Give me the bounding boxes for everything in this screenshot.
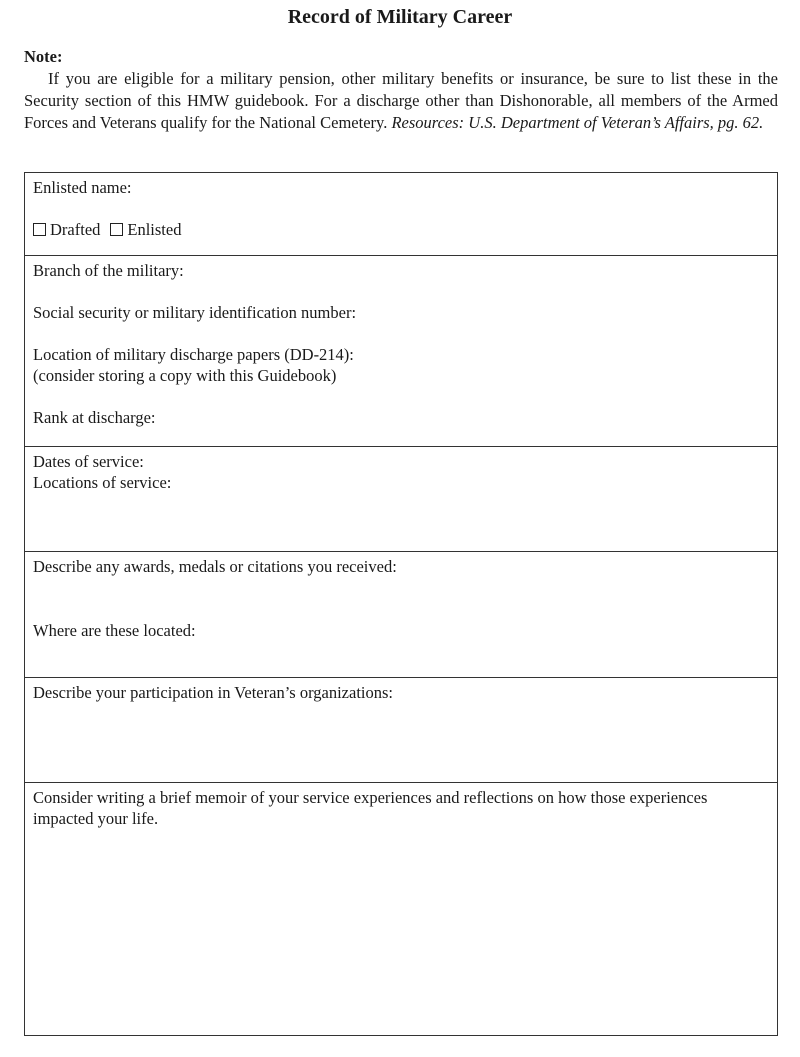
section-enlistment bbox=[25, 173, 777, 256]
drafted-checkbox[interactable] bbox=[33, 223, 46, 236]
enlisted-label: Enlisted bbox=[127, 220, 182, 239]
note-paragraph bbox=[24, 46, 778, 134]
page-title: Record of Military Career bbox=[287, 6, 513, 28]
discharge-papers-note: (consider storing a copy with this Guidebook) bbox=[33, 366, 337, 385]
section-service-dates bbox=[25, 447, 777, 552]
ssn-label: Social security or military identification number: bbox=[33, 303, 357, 322]
dates-label: Dates of service: bbox=[33, 452, 144, 471]
note-text: If you are eligible for a military pension, other military benefits or insurance, be sure to list these in the Security section of this HMW guidebook. For a discharge other than Dishonorable, all members of the Armed Forces and Veterans qualify for the National Cemetery. bbox=[24, 69, 778, 132]
enlisted-name-label: Enlisted name: bbox=[33, 178, 132, 197]
awards-label: Describe any awards, medals or citations you received: bbox=[33, 557, 397, 576]
section-organizations bbox=[25, 678, 777, 783]
section-service-details bbox=[25, 256, 777, 447]
enlisted-checkbox[interactable] bbox=[110, 223, 123, 236]
memoir-line-1: Consider writing a brief memoir of your service experiences and reflections on how those experiences bbox=[33, 788, 708, 807]
drafted-label: Drafted bbox=[50, 220, 101, 239]
locations-label: Locations of service: bbox=[33, 473, 172, 492]
awards-location-label: Where are these located: bbox=[33, 621, 196, 640]
note-label: Note: bbox=[24, 47, 63, 66]
military-career-form bbox=[24, 172, 778, 1036]
rank-label: Rank at discharge: bbox=[33, 408, 156, 427]
organizations-label: Describe your participation in Veteran’s organizations: bbox=[33, 683, 393, 702]
section-awards bbox=[25, 552, 777, 678]
branch-label: Branch of the military: bbox=[33, 261, 184, 280]
section-memoir bbox=[25, 783, 777, 1034]
note-resources: Resources: U.S. Department of Veteran’s Affairs, pg. 62. bbox=[391, 113, 764, 132]
memoir-line-2: impacted your life. bbox=[33, 809, 159, 828]
discharge-papers-label: Location of military discharge papers (DD-214): bbox=[33, 345, 354, 364]
note-body bbox=[24, 68, 778, 134]
enlistment-type-options bbox=[33, 219, 769, 240]
drafted-option[interactable] bbox=[33, 219, 100, 240]
enlisted-option[interactable] bbox=[110, 219, 181, 240]
